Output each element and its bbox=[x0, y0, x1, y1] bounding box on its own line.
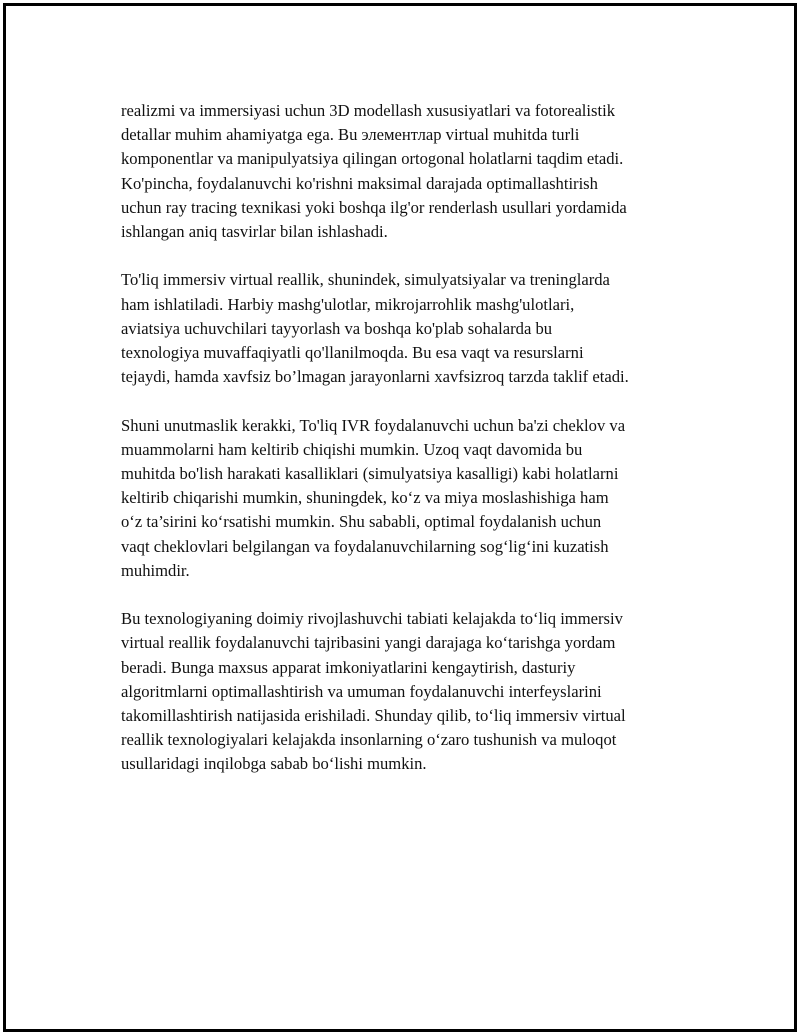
paragraph-4 bbox=[121, 607, 701, 776]
text-line: Bu texnologiyaning doimiy rivojlashuvchi tabiati kelajakda to‘liq immersiv bbox=[121, 609, 623, 629]
text-line: detallar muhim ahamiyatga ega. Bu элементлар virtual muhitda turli bbox=[121, 125, 580, 145]
paragraph-1 bbox=[121, 99, 701, 244]
text-line: tejaydi, hamda xavfsiz bo’lmagan jarayonlarni xavfsizroq tarzda taklif etadi. bbox=[121, 367, 629, 387]
text-line: muhimdir. bbox=[121, 560, 190, 580]
text-line: To'liq immersiv virtual reallik, shunindek, simulyatsiyalar va treninglarda bbox=[121, 270, 610, 290]
text-line: reallik texnologiyalari kelajakda insonlarning o‘zaro tushunish va muloqot bbox=[121, 730, 617, 750]
text-line: aviatsiya uchuvchilari tayyorlash va boshqa ko'plab sohalarda bu bbox=[121, 318, 553, 338]
text-line: Shuni unutmaslik kerakki, To'liq IVR foydalanuvchi uchun ba'zi cheklov va bbox=[121, 415, 626, 435]
text-line: texnologiya muvaffaqiyatli qo'llanilmoqda. Bu esa vaqt va resurslarni bbox=[121, 343, 584, 363]
text-line: virtual reallik foydalanuvchi tajribasini yangi darajaga ko‘tarishga yordam bbox=[121, 633, 616, 653]
text-line: usullaridagi inqilobga sabab bo‘lishi mumkin. bbox=[121, 754, 427, 774]
text-line: komponentlar va manipulyatsiya qilingan ortogonal holatlarni taqdim etadi. bbox=[121, 149, 624, 169]
text-line: ham ishlatiladi. Harbiy mashg'ulotlar, mikrojarrohlik mashg'ulotlari, bbox=[121, 294, 575, 314]
text-line: ishlangan aniq tasvirlar bilan ishlashadi. bbox=[121, 222, 388, 242]
text-line: algoritmlarni optimallashtirish va umuman foydalanuvchi interfeyslarini bbox=[121, 681, 602, 701]
text-line: takomillashtirish natijasida erishiladi. Shunday qilib, to‘liq immersiv virtual bbox=[121, 706, 626, 726]
text-line: beradi. Bunga maxsus apparat imkoniyatlarini kengaytirish, dasturiy bbox=[121, 657, 576, 677]
text-line: o‘z ta’sirini ko‘rsatishi mumkin. Shu sababli, optimal foydalanish uchun bbox=[121, 512, 602, 532]
text-line: Ko'pincha, foydalanuvchi ko'rishni maksimal darajada optimallashtirish bbox=[121, 173, 598, 193]
text-line: muhitda bo'lish harakati kasalliklari (simulyatsiya kasalligi) kabi holatlarni bbox=[121, 464, 619, 484]
document-page bbox=[3, 3, 797, 1032]
document-body bbox=[121, 99, 701, 801]
text-line: vaqt cheklovlari belgilangan va foydalanuvchilarning sog‘lig‘ini kuzatish bbox=[121, 536, 609, 556]
paragraph-3 bbox=[121, 414, 701, 583]
text-line: keltirib chiqarishi mumkin, shuningdek, ko‘z va miya moslashishiga ham bbox=[121, 488, 609, 508]
paragraph-2 bbox=[121, 268, 701, 389]
text-line: uchun ray tracing texnikasi yoki boshqa ilg'or renderlash usullari yordamida bbox=[121, 197, 627, 217]
text-line: realizmi va immersiyasi uchun 3D modellash xususiyatlari va fotorealistik bbox=[121, 101, 616, 120]
text-line: muammolarni ham keltirib chiqishi mumkin. Uzoq vaqt davomida bu bbox=[121, 439, 583, 459]
